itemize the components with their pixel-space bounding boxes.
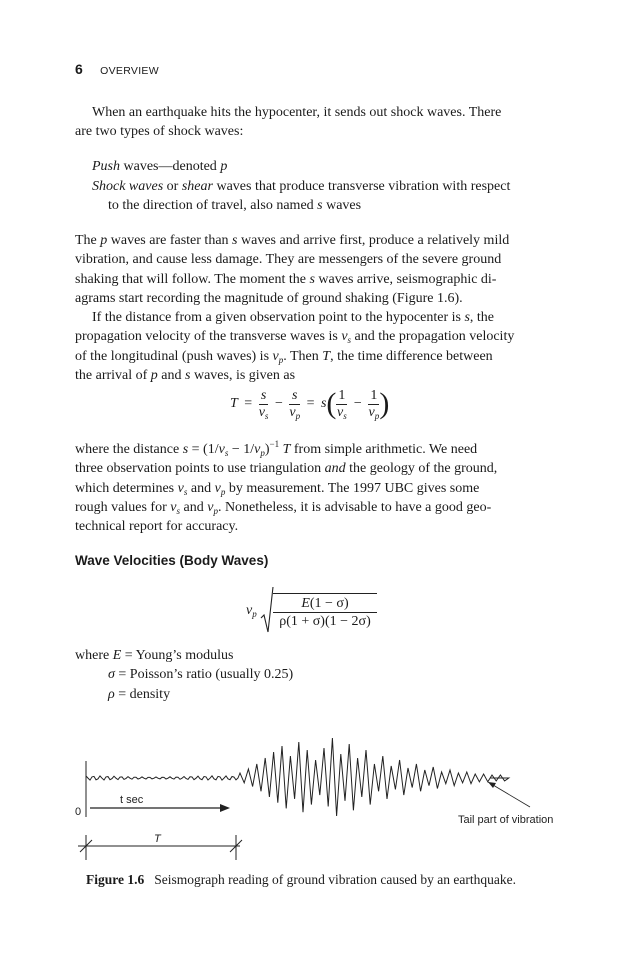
- figure-caption: [86, 872, 516, 888]
- tail-pointer-arrowhead: [488, 782, 496, 788]
- T-label: T: [154, 833, 161, 845]
- list-item-shock: Shock waves or shear waves that produce transverse vibration with respect: [92, 179, 511, 194]
- radical-sign: [260, 586, 274, 636]
- figure-caption-label: Figure 1.6: [86, 872, 145, 887]
- definition-sigma: σ = Poisson’s ratio (usually 0.25): [108, 667, 294, 683]
- paragraph-wave-speed: [75, 231, 561, 308]
- definition-rho: ρ = density: [108, 686, 171, 702]
- t-sec-arrowhead: [220, 804, 230, 812]
- figure-caption-text: Seismograph reading of ground vibration caused by an earthquake.: [154, 872, 517, 887]
- p2-line-3: shaking that will follow. The moment the s waves arrive, seismographic di-: [75, 271, 497, 287]
- p2-line-1: The p waves are faster than s waves and arrive first, produce a relatively mild: [75, 233, 510, 248]
- p3-line-2: propagation velocity of the transverse waves is $v_s$ and the propagation velocity: [75, 329, 515, 346]
- p3-line-1: If the distance from a given observation point to the hypocenter is s, the: [92, 310, 495, 325]
- p4-line-1: where the distance $s = (1/v_s - 1/v_p)^{-1}$ T from simple arithmetic. We need: [75, 439, 478, 458]
- origin-zero-label: 0: [75, 806, 82, 818]
- p3-line-3: of the longitudinal (push waves) is $v_p$. Then T, the time difference between: [75, 348, 493, 365]
- equation-wave-velocity: $v_p$ $\frac{E(1 - \sigma)}{\rho(1 + \sigma)(1 - 2\sigma)}$: [246, 586, 377, 636]
- section-heading: Wave Velocities (Body Waves): [75, 553, 269, 568]
- definition-E: where E = Young’s modulus: [75, 648, 234, 663]
- intro-line-1: When an earthquake hits the hypocenter, it sends out shock waves. There: [92, 105, 502, 120]
- frac-s-over-vs: $\frac{s}{v_s}$: [258, 387, 269, 421]
- running-title: OVERVIEW: [100, 65, 159, 77]
- paragraph-triangulation: [75, 440, 561, 536]
- seismograph-trace: [86, 738, 509, 816]
- p4-line-4: rough values for $v_s$ and $v_p$. Nonetheless, it is advisable to have a good geo-: [75, 499, 492, 516]
- t-sec-label: t sec: [120, 794, 144, 806]
- intro-line-2: are two types of shock waves:: [75, 124, 244, 140]
- p4-line-3: which determines $v_s$ and $v_p$ by measurement. The 1997 UBC gives some: [75, 480, 480, 497]
- p4-line-2: three observation points to use triangulation and the geology of the ground,: [75, 461, 498, 477]
- tail-label: Tail part of vibration: [458, 814, 554, 826]
- frac-s-over-vp: $\frac{s}{v_p}$: [289, 387, 301, 421]
- intro-paragraph: [75, 103, 561, 142]
- list-item-push: Push waves—denoted p: [92, 159, 228, 174]
- frac-1-over-vs: $\frac{1}{v_s}$: [337, 387, 347, 421]
- seismograph-figure: [60, 725, 580, 865]
- page-number: 6: [75, 61, 83, 77]
- p3-line-4: the arrival of p and s waves, is given as: [75, 367, 296, 383]
- radicand: $\frac{E(1 - \sigma)}{\rho(1 + \sigma)(1 - 2\sigma)}$: [273, 593, 377, 630]
- equation-time-difference: T = $\frac{s}{v_s}$ − $\frac{s}{v_p}$ = s( $\frac{1}{v_s}$ − $\frac{1}{v_p}$ ): [230, 387, 390, 421]
- paragraph-distance: [75, 308, 561, 385]
- p2-line-2: vibration, and cause less damage. They are messengers of the severe ground: [75, 252, 502, 268]
- frac-1-over-vp: $\frac{1}{v_p}$: [368, 387, 380, 421]
- list-item-shock-continued: to the direction of travel, also named s waves: [108, 198, 362, 213]
- p2-line-4: agrams start recording the magnitude of ground shaking (Figure 1.6).: [75, 290, 463, 306]
- p4-line-5: technical report for accuracy.: [75, 519, 239, 535]
- definitions-block: [75, 646, 293, 704]
- running-head: [75, 61, 159, 77]
